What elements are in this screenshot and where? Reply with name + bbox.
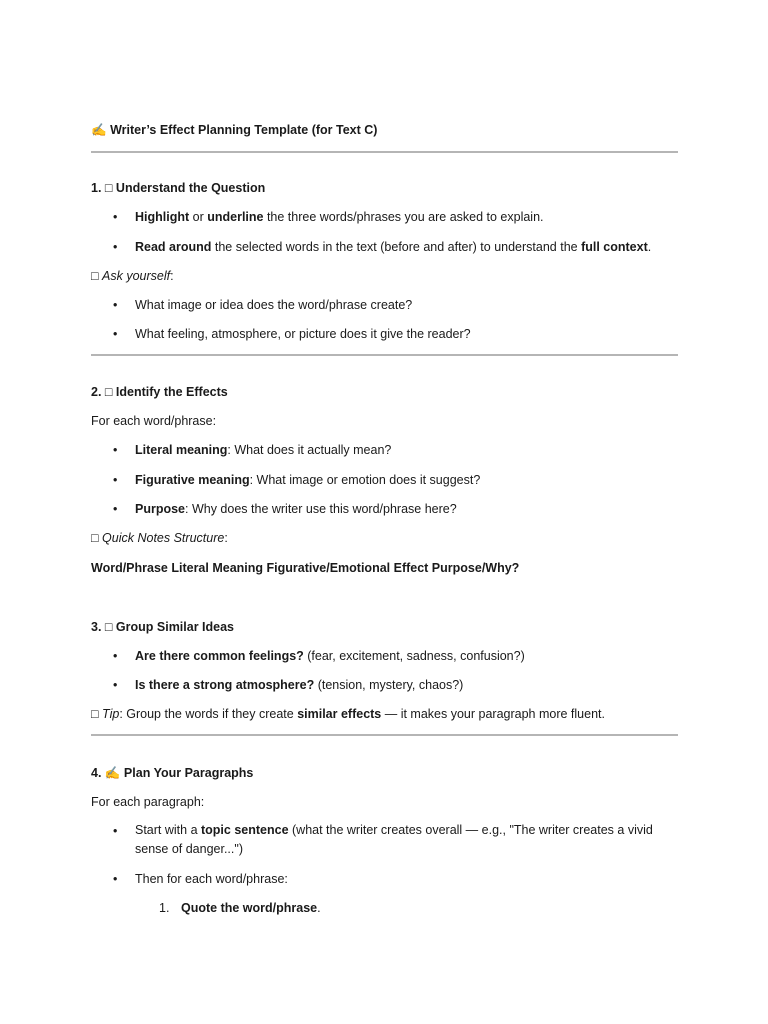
text: (fear, excitement, sadness, confusion?): [303, 649, 525, 663]
table-header: Word/Phrase Literal Meaning Figurative/Emotional Effect Purpose/Why?: [91, 561, 520, 575]
bold-text: Are there common feelings?: [135, 649, 304, 663]
writing-hand-icon: ✍: [91, 123, 107, 137]
text: : Why does the writer use this word/phrase here?: [185, 502, 457, 516]
divider: [91, 734, 678, 736]
bold-text: Read around: [135, 240, 212, 254]
list-item: What feeling, atmosphere, or picture does it give the reader?: [135, 327, 471, 341]
bullet-icon: •: [113, 443, 118, 457]
bold-text: underline: [207, 210, 264, 224]
bullet-icon: •: [113, 298, 118, 312]
section-2-intro: For each word/phrase:: [91, 414, 217, 428]
text: Start with a: [135, 823, 201, 837]
text: : What does it actually mean?: [227, 443, 392, 457]
text: — it makes your paragraph more fluent.: [381, 707, 605, 721]
list-item: Then for each word/phrase:: [135, 872, 288, 886]
list-item: [135, 210, 544, 224]
quick-notes-line: [91, 531, 228, 545]
bullet-icon: •: [113, 678, 118, 692]
divider: [91, 151, 678, 153]
section-3-heading: 3. □ Group Similar Ideas: [91, 620, 235, 634]
text: :: [224, 531, 228, 545]
bold-text: Quote the word/phrase: [181, 901, 318, 915]
bullet-icon: •: [113, 824, 118, 838]
page-title: [91, 123, 377, 138]
text: :: [170, 269, 174, 283]
text: or: [189, 210, 208, 224]
bullet-icon: •: [113, 327, 118, 341]
text: the selected words in the text (before and after) to understand the: [211, 240, 582, 254]
list-item: What image or idea does the word/phrase create?: [135, 298, 413, 312]
symbol-icon: □: [91, 531, 99, 545]
section-1-heading: 1. □ Understand the Question: [91, 181, 266, 195]
text: (tension, mystery, chaos?): [314, 678, 464, 692]
text: .: [317, 901, 321, 915]
bullet-icon: •: [113, 649, 118, 663]
text: the three words/phrases you are asked to explain.: [263, 210, 544, 224]
bullet-icon: •: [113, 872, 118, 886]
section-2-heading: 2. □ Identify the Effects: [91, 385, 228, 399]
bold-text: Highlight: [135, 210, 190, 224]
list-item: [135, 821, 675, 859]
divider: [91, 354, 678, 356]
list-item: [135, 443, 391, 457]
italic-label: Quick Notes Structure: [102, 531, 225, 545]
bold-text: topic sentence: [201, 823, 289, 837]
list-item: [135, 240, 651, 254]
text: : Group the words if they create: [119, 707, 298, 721]
symbol-icon: □: [91, 269, 99, 283]
bullet-icon: •: [113, 502, 118, 516]
bold-text: full context: [581, 240, 648, 254]
bold-text: Purpose: [135, 502, 186, 516]
italic-label: Ask yourself: [102, 269, 171, 283]
section-4-heading: 4. ✍ Plan Your Paragraphs: [91, 766, 254, 780]
bold-text: Literal meaning: [135, 443, 228, 457]
text: (what the writer creates overall — e.g., "The writer creates a vivid sense of danger..."): [135, 823, 653, 856]
list-item: [135, 473, 480, 487]
bold-text: Is there a strong atmosphere?: [135, 678, 315, 692]
tip-line: [91, 707, 605, 721]
bold-text: Figurative meaning: [135, 473, 250, 487]
text: : What image or emotion does it suggest?: [249, 473, 481, 487]
bullet-icon: •: [113, 240, 118, 254]
numbered-item-number: 1.: [159, 901, 170, 915]
ask-yourself-line: [91, 269, 174, 283]
list-item: [135, 502, 457, 516]
bold-text: similar effects: [297, 707, 382, 721]
symbol-icon: □: [91, 707, 99, 721]
section-4-intro: For each paragraph:: [91, 795, 205, 809]
bullet-icon: •: [113, 473, 118, 487]
list-item: [135, 649, 525, 663]
italic-label: Tip: [102, 707, 120, 721]
text: .: [647, 240, 652, 254]
title-text: Writer’s Effect Planning Template (for Text C): [110, 123, 378, 137]
bullet-icon: •: [113, 210, 118, 224]
list-item: [135, 678, 463, 692]
numbered-item: [181, 901, 321, 915]
